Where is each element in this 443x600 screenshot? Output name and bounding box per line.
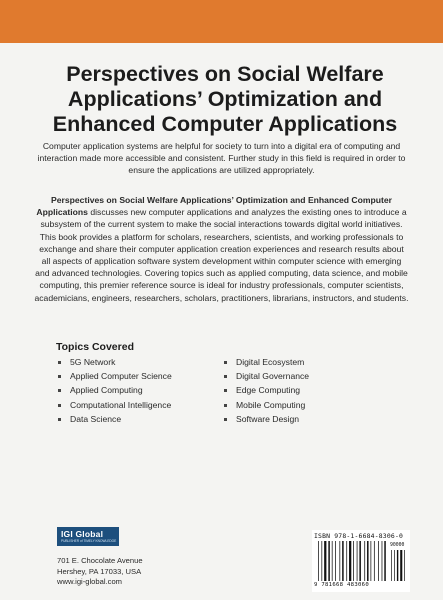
bullet-icon bbox=[224, 418, 227, 421]
address-city: Hershey, PA 17033, USA bbox=[57, 566, 142, 576]
barcode-bar bbox=[364, 541, 365, 581]
bullet-icon bbox=[58, 375, 61, 378]
publisher-logo-text: IGI Global bbox=[61, 529, 104, 539]
book-title: Perspectives on Social Welfare Applications’ Optimization and Enhanced Computer Applications bbox=[52, 62, 398, 136]
topic-item: Mobile Computing bbox=[224, 398, 309, 412]
bullet-icon bbox=[58, 361, 61, 364]
barcode-bar bbox=[382, 541, 383, 581]
topics-list-left bbox=[58, 355, 172, 426]
publisher-logo bbox=[57, 527, 119, 546]
topics-list-right bbox=[224, 355, 309, 426]
publisher-address bbox=[57, 556, 143, 588]
barcode-bar bbox=[346, 541, 347, 581]
bullet-icon bbox=[224, 389, 227, 392]
topic-item: 5G Network bbox=[58, 355, 172, 369]
topics-heading: Topics Covered bbox=[56, 341, 134, 353]
barcode-bar bbox=[397, 550, 398, 581]
barcode-bar bbox=[349, 541, 351, 581]
bullet-icon bbox=[224, 375, 227, 378]
topic-item: Software Design bbox=[224, 412, 309, 426]
topic-item: Digital Governance bbox=[224, 369, 309, 383]
isbn-barcode bbox=[312, 530, 410, 592]
bullet-icon bbox=[224, 361, 227, 364]
barcode-bar bbox=[367, 541, 369, 581]
barcode-bar bbox=[378, 541, 379, 581]
description-paragraph bbox=[34, 194, 409, 304]
address-street: 701 E. Chocolate Avenue bbox=[57, 556, 143, 565]
topic-item: Applied Computer Science bbox=[58, 369, 172, 383]
topic-item: Data Science bbox=[58, 412, 172, 426]
bullet-icon bbox=[58, 389, 61, 392]
barcode-bar bbox=[371, 541, 372, 581]
barcode-bar bbox=[404, 550, 405, 581]
bullet-icon bbox=[58, 418, 61, 421]
barcode-bar bbox=[359, 541, 361, 581]
barcode-digits: 9 781668 483060 bbox=[314, 582, 370, 588]
barcode-bar bbox=[394, 550, 395, 581]
barcode-bar bbox=[374, 541, 375, 581]
barcode-bar bbox=[342, 541, 344, 581]
barcode-bar bbox=[357, 541, 358, 581]
barcode-bar bbox=[400, 550, 402, 581]
publisher-logo-tagline: PUBLISHER of TIMELY KNOWLEDGE bbox=[61, 539, 117, 543]
description-text: discusses new computer applications and analyzes the existing ones to introduce a subsystem of the current system to make the social interactions towards digital world initiatives. This book provides a platform for scholars, researchers, scientists, and working professionals to exchange and share their computer application creation experiences and research results about all aspects of application software system development within computer science with emerging and advanced technologies. Covering topics such as applied computing, data science, and mobile computing, this premier reference source is ideal for industry professionals, computer scientists, academicians, engineers, researchers, scholars, practitioners, librarians, instructors, and students. bbox=[34, 207, 409, 303]
barcode-bar bbox=[328, 541, 330, 581]
isbn-number: ISBN 978-1-6684-8306-0 bbox=[314, 532, 404, 540]
barcode-bar bbox=[332, 541, 333, 581]
topic-item: Digital Ecosystem bbox=[224, 355, 309, 369]
bullet-icon bbox=[58, 404, 61, 407]
topic-item: Edge Computing bbox=[224, 383, 309, 397]
barcode-bar bbox=[321, 541, 322, 581]
top-color-band bbox=[0, 0, 443, 43]
publisher-website: www.igi-global.com bbox=[57, 577, 122, 586]
barcode-bar bbox=[324, 541, 326, 581]
description-book-title: Perspectives on Social Welfare Applications’ Optimization and Enhanced Computer Applications bbox=[36, 195, 392, 218]
barcode-bar bbox=[384, 541, 386, 581]
barcode-bar bbox=[318, 541, 319, 581]
barcode-bar bbox=[339, 541, 340, 581]
barcode-bar bbox=[353, 541, 354, 581]
topic-item: Computational Intelligence bbox=[58, 398, 172, 412]
intro-paragraph: Computer application systems are helpful for society to turn into a digital era of computing and interaction made more accessible and consistent. Further study in this field is required in order to ensure the applications are utilized appropriately. bbox=[37, 141, 406, 176]
bullet-icon bbox=[224, 404, 227, 407]
price-code: 90000 bbox=[390, 543, 405, 548]
barcode-bar bbox=[391, 550, 392, 581]
barcode-bar bbox=[335, 541, 336, 581]
topic-item: Applied Computing bbox=[58, 383, 172, 397]
